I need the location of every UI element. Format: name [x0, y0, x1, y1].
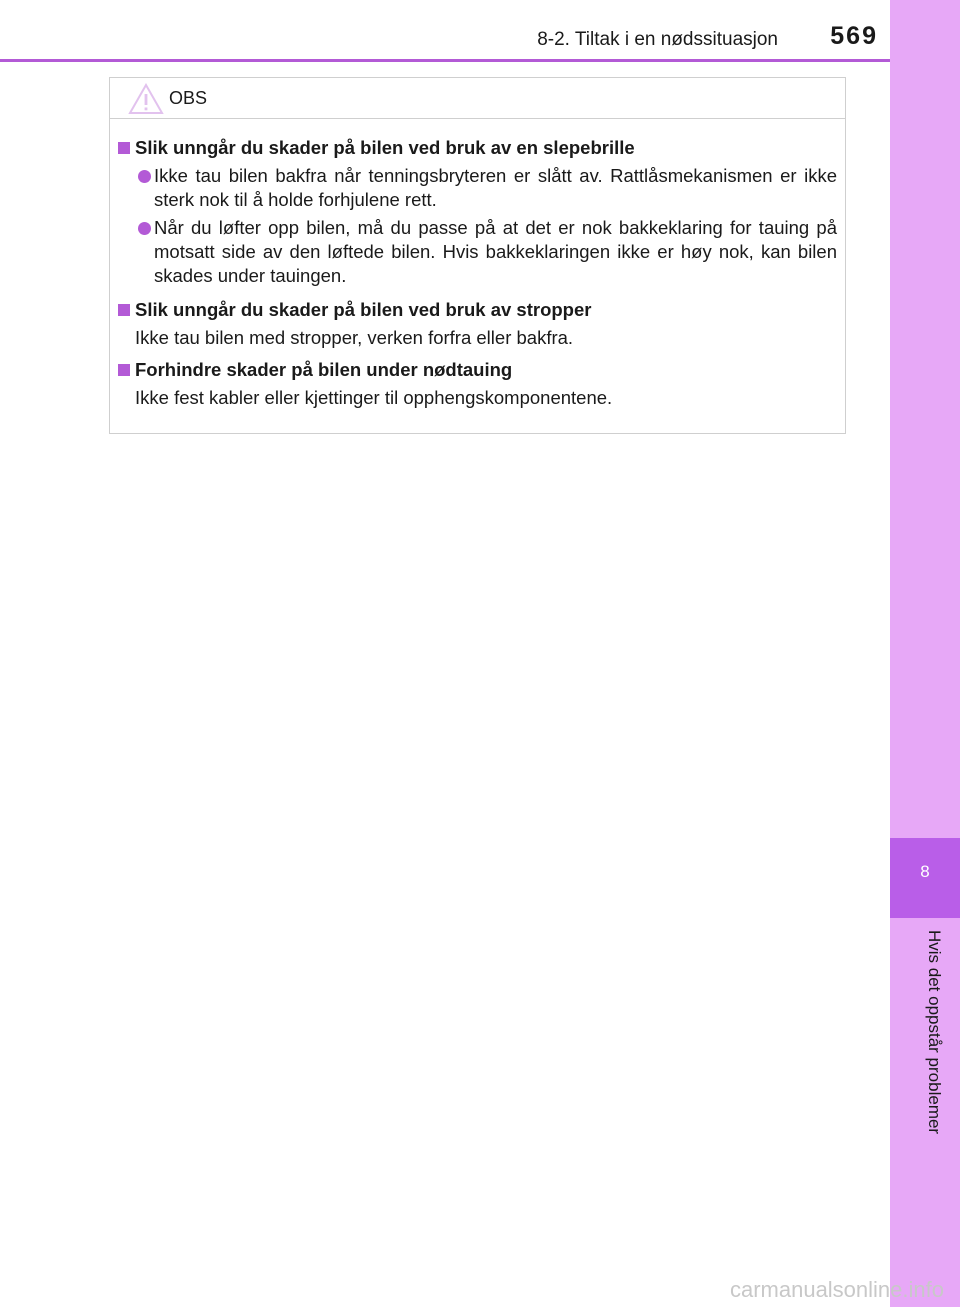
caution-header: [110, 78, 845, 119]
section-heading: Slik unngår du skader på bilen ved bruk av stropper: [118, 298, 837, 322]
page-number: 569: [830, 22, 878, 50]
section-emergency-towing: [118, 358, 837, 410]
warning-triangle-icon: [128, 83, 164, 115]
section-title: 8-2. Tiltak i en nødssituasjon: [537, 29, 778, 50]
round-bullet-icon: [138, 170, 151, 183]
watermark: carmanualsonline.info: [729, 1277, 944, 1302]
section-heading: Slik unngår du skader på bilen ved bruk av en slepebrille: [118, 136, 837, 160]
square-bullet-icon: [118, 304, 130, 316]
section-straps: [118, 298, 837, 350]
chapter-number: 8: [920, 862, 930, 881]
chapter-sidebar: [890, 0, 960, 1307]
header-rule: [0, 59, 890, 62]
section-heading: Forhindre skader på bilen under nødtauing: [118, 358, 837, 382]
square-bullet-icon: [118, 142, 130, 154]
section-text: Ikke tau bilen med stropper, verken forfra eller bakfra.: [135, 327, 574, 348]
chapter-title: Hvis det oppstår problemer: [925, 930, 944, 1135]
caution-label: OBS: [169, 88, 208, 108]
bullet-item: Ikke tau bilen bakfra når tenningsbryteren er slått av. Rattlåsmekanismen er ikke sterk nok til å holde forhjulene rett.: [118, 164, 837, 212]
caution-box: [109, 77, 846, 434]
bullet-item: Når du løfter opp bilen, må du passe på at det er nok bakkeklaring for tauing på motsatt side av den løftede bilen. Hvis bakkeklaringen ikke er høy nok, kan bilen skades under tauingen.: [118, 216, 837, 288]
section-towing-eye: [118, 136, 837, 288]
square-bullet-icon: [118, 364, 130, 376]
round-bullet-icon: [138, 222, 151, 235]
section-text: Ikke fest kabler eller kjettinger til opphengskomponentene.: [135, 387, 613, 408]
page-header: [0, 0, 890, 62]
